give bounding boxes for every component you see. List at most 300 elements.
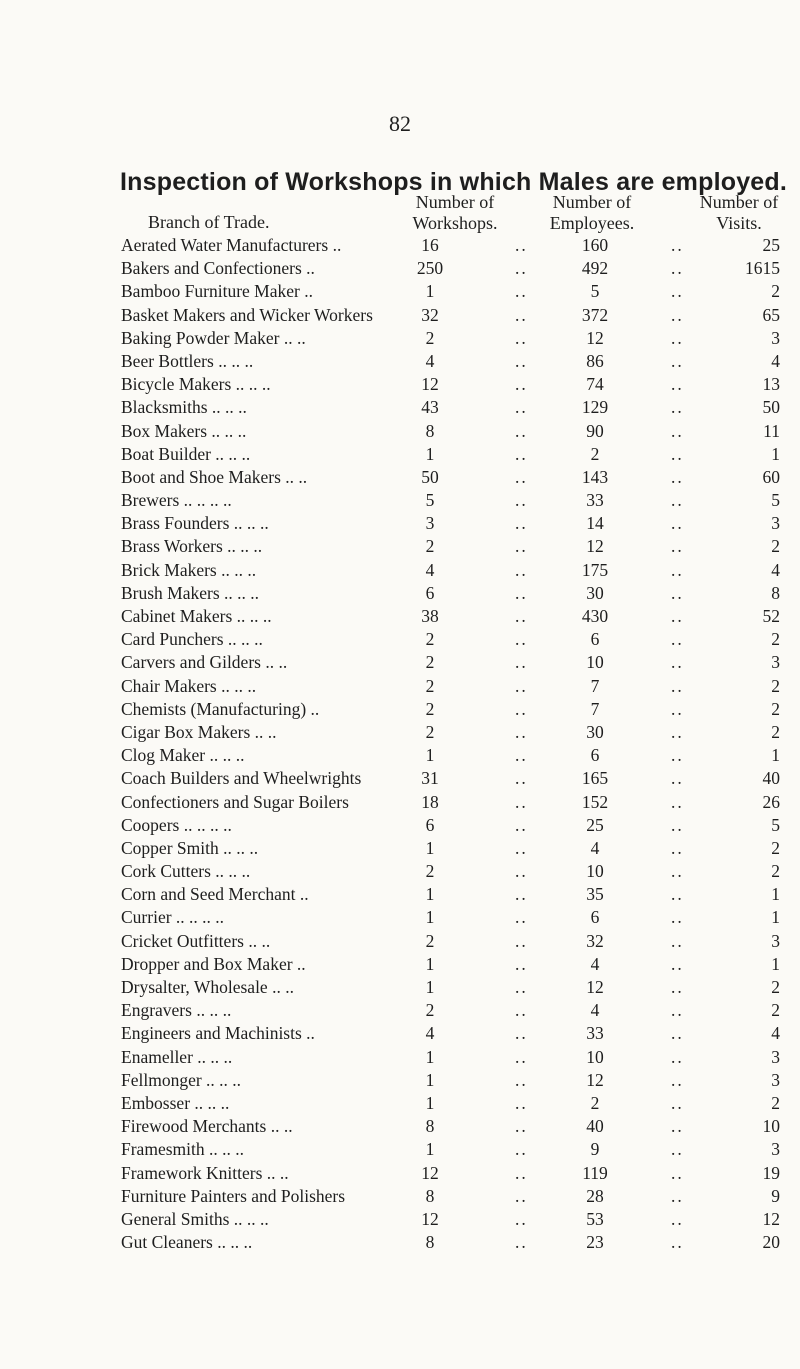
workshops-count: 8 (425, 1185, 435, 1206)
employees-count: 372 (581, 304, 609, 325)
table-row (0, 974, 800, 997)
branch-name: Gut Cleaners .. .. .. (121, 1232, 253, 1253)
workshops-count: 6 (425, 814, 435, 835)
leader-dots: .. (515, 559, 528, 580)
employees-count: 12 (586, 536, 604, 557)
visits-count: 2 (771, 837, 780, 858)
visits-count: 1615 (745, 258, 780, 279)
leader-dots: .. (671, 721, 684, 742)
leader-dots: .. (515, 698, 528, 719)
branch-name: Brass Workers .. .. .. (121, 536, 263, 557)
leader-dots: .. (671, 327, 684, 348)
visits-count: 40 (762, 768, 780, 789)
branch-name: Cork Cutters .. .. .. (121, 861, 251, 882)
visits-count: 2 (771, 675, 780, 696)
workshops-count: 12 (421, 374, 439, 395)
branch-name: Engravers .. .. .. (121, 1000, 232, 1021)
leader-dots: .. (671, 1023, 684, 1044)
branch-name: Chair Makers .. .. .. (121, 675, 257, 696)
leader-dots: .. (671, 1185, 684, 1206)
leader-dots: .. (515, 1116, 528, 1137)
branch-name: Currier .. .. .. .. (121, 907, 225, 928)
table-row (0, 464, 800, 487)
branch-name: Brewers .. .. .. .. (121, 490, 232, 511)
leader-dots: .. (671, 606, 684, 626)
leader-dots: .. (671, 536, 684, 557)
table-row (0, 997, 800, 1020)
employees-count: 30 (586, 721, 604, 742)
table-title: Inspection of Workshops in which Males are employed. (120, 168, 788, 196)
workshops-count: 1 (425, 1046, 435, 1067)
leader-dots: .. (671, 281, 684, 302)
leader-dots: .. (515, 490, 528, 511)
table-row (0, 487, 800, 510)
branch-name: Drysalter, Wholesale .. .. (121, 977, 294, 997)
workshops-count: 1 (425, 953, 435, 974)
leader-dots: .. (671, 258, 684, 279)
leader-dots: .. (515, 1185, 528, 1206)
workshops-count: 3 (425, 513, 435, 534)
employees-count: 6 (590, 745, 600, 766)
table-row (0, 1020, 800, 1043)
leader-dots: .. (515, 953, 528, 974)
visits-count: 3 (771, 327, 780, 348)
branch-name: Corn and Seed Merchant .. (121, 884, 309, 905)
workshops-count: 1 (425, 281, 435, 302)
employees-count: 4 (590, 1000, 600, 1021)
workshops-count: 2 (425, 698, 435, 719)
branch-name: Furniture Painters and Polishers (121, 1185, 346, 1206)
branch-name: Framework Knitters .. .. (121, 1162, 289, 1183)
leader-dots: .. (671, 953, 684, 974)
table-row (0, 742, 800, 765)
leader-dots: .. (515, 327, 528, 348)
table-row (0, 928, 800, 951)
employees-count: 10 (586, 861, 604, 882)
visits-count: 60 (762, 466, 780, 487)
leader-dots: .. (515, 443, 528, 464)
table-row (0, 255, 800, 278)
employees-count: 53 (586, 1208, 604, 1229)
visits-count: 4 (771, 1023, 780, 1044)
branch-name: Firewood Merchants .. .. (121, 1116, 293, 1137)
leader-dots: .. (671, 1069, 684, 1090)
workshops-count: 2 (425, 930, 435, 951)
leader-dots: .. (671, 745, 684, 766)
branch-name: General Smiths .. .. .. (121, 1208, 269, 1229)
leader-dots: .. (515, 513, 528, 534)
table-row (0, 348, 800, 371)
leader-dots: .. (671, 675, 684, 696)
workshops-count: 2 (425, 327, 435, 348)
branch-name: Embosser .. .. .. (121, 1092, 230, 1113)
visits-count: 26 (762, 791, 780, 812)
employees-count: 74 (586, 374, 604, 395)
table-row (0, 626, 800, 649)
leader-dots: .. (671, 374, 684, 395)
leader-dots: .. (671, 235, 684, 255)
branch-name: Chemists (Manufacturing) .. (121, 698, 320, 719)
branch-name: Carvers and Gilders .. .. (121, 652, 288, 673)
table-row (0, 881, 800, 904)
visits-count: 1 (771, 953, 780, 974)
employees-count: 6 (590, 907, 600, 928)
leader-dots: .. (515, 420, 528, 441)
leader-dots: .. (515, 235, 528, 255)
workshops-count: 1 (425, 1069, 435, 1090)
visits-count: 12 (762, 1208, 780, 1229)
visits-count: 3 (771, 513, 780, 534)
leader-dots: .. (515, 791, 528, 812)
workshops-count: 1 (425, 443, 435, 464)
workshops-count: 5 (425, 490, 435, 511)
employees-count: 165 (581, 768, 609, 789)
employees-count: 12 (586, 327, 604, 348)
branch-name: Baking Powder Maker .. .. (121, 327, 306, 348)
employees-count: 152 (581, 791, 609, 812)
employees-count: 10 (586, 652, 604, 673)
workshops-count: 12 (421, 1208, 439, 1229)
leader-dots: .. (671, 1139, 684, 1160)
workshops-count: 50 (421, 466, 439, 487)
header-workshops: Number of Workshops. (412, 192, 498, 233)
visits-count: 3 (771, 1069, 780, 1090)
leader-dots: .. (671, 1208, 684, 1229)
employees-count: 9 (590, 1139, 600, 1160)
employees-count: 30 (586, 582, 604, 603)
workshops-count: 4 (425, 559, 435, 580)
table-row (0, 278, 800, 301)
table-row (0, 580, 800, 603)
leader-dots: .. (515, 930, 528, 951)
visits-count: 4 (771, 559, 780, 580)
visits-count: 2 (771, 536, 780, 557)
visits-count: 10 (762, 1116, 780, 1137)
leader-dots: .. (671, 397, 684, 418)
leader-dots: .. (515, 675, 528, 696)
visits-count: 2 (771, 629, 780, 650)
leader-dots: .. (671, 791, 684, 812)
workshops-count: 2 (425, 721, 435, 742)
branch-name: Confectioners and Sugar Boilers (121, 791, 349, 812)
workshops-count: 1 (425, 1092, 435, 1113)
table-row (0, 441, 800, 464)
table-row (0, 789, 800, 812)
branch-name: Cricket Outfitters .. .. (121, 930, 271, 951)
table-row (0, 858, 800, 881)
branch-name: Boot and Shoe Makers .. .. (121, 466, 308, 487)
visits-count: 5 (771, 490, 780, 511)
branch-name: Brick Makers .. .. .. (121, 559, 257, 580)
leader-dots: .. (515, 374, 528, 395)
branch-name: Cabinet Makers .. .. .. (121, 606, 272, 626)
table-row (0, 418, 800, 441)
branch-name: Bamboo Furniture Maker .. (121, 281, 313, 302)
visits-count: 3 (771, 652, 780, 673)
employees-count: 175 (581, 559, 609, 580)
table-row (0, 1044, 800, 1067)
employees-count: 32 (586, 930, 604, 951)
header-branch: Branch of Trade. (148, 212, 270, 232)
workshops-count: 8 (425, 1116, 435, 1137)
leader-dots: .. (515, 977, 528, 997)
leader-dots: .. (515, 1000, 528, 1021)
leader-dots: .. (515, 768, 528, 789)
employees-count: 86 (586, 350, 604, 371)
table-row (0, 302, 800, 325)
branch-name: Coopers .. .. .. .. (121, 814, 232, 835)
table-row (0, 696, 800, 719)
leader-dots: .. (515, 1139, 528, 1160)
table-row (0, 1206, 800, 1229)
table-row (0, 673, 800, 696)
branch-name: Copper Smith .. .. .. (121, 837, 259, 858)
workshops-count: 2 (425, 629, 435, 650)
leader-dots: .. (515, 606, 528, 626)
visits-count: 5 (771, 814, 780, 835)
page-number: 82 (389, 111, 411, 136)
visits-count: 2 (771, 1092, 780, 1113)
leader-dots: .. (515, 907, 528, 928)
visits-count: 8 (771, 582, 780, 603)
visits-count: 4 (771, 350, 780, 371)
branch-name: Aerated Water Manufacturers .. (121, 235, 342, 255)
branch-name: Card Punchers .. .. .. (121, 629, 263, 650)
leader-dots: .. (515, 1208, 528, 1229)
employees-count: 25 (586, 814, 604, 835)
leader-dots: .. (515, 1069, 528, 1090)
leader-dots: .. (671, 466, 684, 487)
leader-dots: .. (671, 1092, 684, 1113)
table-row (0, 1067, 800, 1090)
table-row (0, 765, 800, 788)
employees-count: 90 (586, 420, 604, 441)
leader-dots: .. (515, 721, 528, 742)
employees-count: 10 (586, 1046, 604, 1067)
leader-dots: .. (671, 837, 684, 858)
workshops-count: 31 (421, 768, 439, 789)
employees-count: 40 (586, 1116, 604, 1137)
leader-dots: .. (515, 1232, 528, 1253)
leader-dots: .. (671, 652, 684, 673)
table-row (0, 510, 800, 533)
leader-dots: .. (671, 420, 684, 441)
leader-dots: .. (671, 304, 684, 325)
employees-count: 33 (586, 490, 604, 511)
employees-count: 4 (590, 837, 600, 858)
table-row (0, 603, 800, 626)
leader-dots: .. (515, 837, 528, 858)
visits-count: 1 (771, 745, 780, 766)
leader-dots: .. (515, 281, 528, 302)
leader-dots: .. (515, 350, 528, 371)
branch-name: Bakers and Confectioners .. (121, 258, 315, 279)
visits-count: 2 (771, 1000, 780, 1021)
table-row (0, 719, 800, 742)
leader-dots: .. (515, 466, 528, 487)
employees-count: 492 (581, 258, 609, 279)
table-row (0, 371, 800, 394)
workshops-count: 2 (425, 1000, 435, 1021)
leader-dots: .. (671, 1116, 684, 1137)
employees-count: 6 (590, 629, 600, 650)
table-row (0, 1183, 800, 1206)
leader-dots: .. (671, 1000, 684, 1021)
table-row (0, 1113, 800, 1136)
leader-dots: .. (671, 814, 684, 835)
workshops-count: 2 (425, 536, 435, 557)
table-row (0, 533, 800, 556)
visits-count: 20 (762, 1232, 780, 1253)
employees-count: 23 (586, 1232, 604, 1253)
leader-dots: .. (515, 397, 528, 418)
branch-name: Cigar Box Makers .. .. (121, 721, 277, 742)
leader-dots: .. (515, 814, 528, 835)
employees-count: 119 (582, 1162, 608, 1183)
employees-count: 5 (590, 281, 600, 302)
branch-name: Brass Founders .. .. .. (121, 513, 269, 534)
employees-count: 143 (581, 466, 609, 487)
employees-count: 7 (590, 698, 600, 719)
visits-count: 19 (762, 1162, 780, 1183)
leader-dots: .. (515, 861, 528, 882)
visits-count: 2 (771, 281, 780, 302)
table-row (0, 649, 800, 672)
employees-count: 33 (586, 1023, 604, 1044)
visits-count: 3 (771, 1046, 780, 1067)
table-row (0, 904, 800, 927)
leader-dots: .. (671, 582, 684, 603)
workshops-count: 2 (425, 652, 435, 673)
employees-count: 12 (586, 977, 604, 997)
table-row (0, 1090, 800, 1113)
table-row (0, 1160, 800, 1183)
workshops-count: 1 (425, 745, 435, 766)
leader-dots: .. (671, 513, 684, 534)
visits-count: 52 (762, 606, 780, 626)
workshops-count: 12 (421, 1162, 439, 1183)
visits-count: 1 (771, 884, 780, 905)
leader-dots: .. (671, 1232, 684, 1253)
table-row (0, 1229, 800, 1252)
leader-dots: .. (515, 258, 528, 279)
header-visits: Number of Visits. (699, 192, 779, 233)
leader-dots: .. (515, 1092, 528, 1113)
workshops-count: 18 (421, 791, 439, 812)
leader-dots: .. (671, 768, 684, 789)
visits-count: 2 (771, 698, 780, 719)
leader-dots: .. (671, 930, 684, 951)
leader-dots: .. (515, 536, 528, 557)
header-employees: Number of Employees. (549, 192, 635, 233)
leader-dots: .. (671, 907, 684, 928)
branch-name: Fellmonger .. .. .. (121, 1069, 242, 1090)
leader-dots: .. (671, 629, 684, 650)
leader-dots: .. (515, 745, 528, 766)
leader-dots: .. (671, 698, 684, 719)
leader-dots: .. (671, 559, 684, 580)
table-row (0, 394, 800, 417)
workshops-count: 32 (421, 304, 439, 325)
employees-count: 160 (581, 235, 609, 255)
branch-name: Dropper and Box Maker .. (121, 953, 306, 974)
branch-name: Box Makers .. .. .. (121, 420, 247, 441)
visits-count: 1 (771, 443, 780, 464)
branch-name: Framesmith .. .. .. (121, 1139, 244, 1160)
visits-count: 50 (762, 397, 780, 418)
workshops-count: 1 (425, 907, 435, 928)
table-row (0, 325, 800, 348)
workshops-count: 1 (425, 977, 435, 997)
visits-count: 9 (771, 1185, 780, 1206)
employees-count: 35 (586, 884, 604, 905)
visits-count: 2 (771, 721, 780, 742)
workshops-count: 4 (425, 350, 435, 371)
leader-dots: .. (671, 861, 684, 882)
branch-name: Brush Makers .. .. .. (121, 582, 260, 603)
leader-dots: .. (671, 977, 684, 997)
workshops-count: 2 (425, 675, 435, 696)
leader-dots: .. (515, 1023, 528, 1044)
branch-name: Coach Builders and Wheelwrights (121, 768, 362, 789)
visits-count: 65 (762, 304, 780, 325)
leader-dots: .. (515, 629, 528, 650)
employees-count: 28 (586, 1185, 604, 1206)
table-row (0, 557, 800, 580)
leader-dots: .. (515, 1162, 528, 1183)
workshops-count: 1 (425, 884, 435, 905)
leader-dots: .. (671, 1162, 684, 1183)
visits-count: 13 (762, 374, 780, 395)
leader-dots: .. (671, 350, 684, 371)
table-row (0, 1136, 800, 1159)
employees-count: 2 (590, 1092, 600, 1113)
employees-count: 14 (586, 513, 604, 534)
branch-name: Boat Builder .. .. .. (121, 443, 251, 464)
visits-count: 3 (771, 930, 780, 951)
workshops-count: 2 (425, 861, 435, 882)
workshops-count: 8 (425, 420, 435, 441)
workshops-count: 1 (425, 837, 435, 858)
workshops-count: 1 (425, 1139, 435, 1160)
leader-dots: .. (515, 1046, 528, 1067)
branch-name: Basket Makers and Wicker Workers (121, 304, 373, 325)
branch-name: Beer Bottlers .. .. .. (121, 350, 254, 371)
workshops-count: 250 (416, 258, 444, 279)
visits-count: 3 (771, 1139, 780, 1160)
branch-name: Enameller .. .. .. (121, 1046, 233, 1067)
leader-dots: .. (515, 884, 528, 905)
workshop-table (0, 232, 800, 1252)
employees-count: 4 (590, 953, 600, 974)
workshops-count: 8 (425, 1232, 435, 1253)
leader-dots: .. (671, 1046, 684, 1067)
table-row (0, 232, 800, 255)
workshops-count: 4 (425, 1023, 435, 1044)
workshops-count: 6 (425, 582, 435, 603)
visits-count: 2 (771, 861, 780, 882)
leader-dots: .. (515, 652, 528, 673)
employees-count: 2 (590, 443, 600, 464)
visits-count: 25 (762, 235, 780, 255)
employees-count: 7 (590, 675, 600, 696)
employees-count: 430 (581, 606, 609, 626)
leader-dots: .. (671, 884, 684, 905)
visits-count: 11 (763, 420, 780, 441)
branch-name: Engineers and Machinists .. (121, 1023, 315, 1044)
branch-name: Blacksmiths .. .. .. (121, 397, 247, 418)
leader-dots: .. (671, 443, 684, 464)
